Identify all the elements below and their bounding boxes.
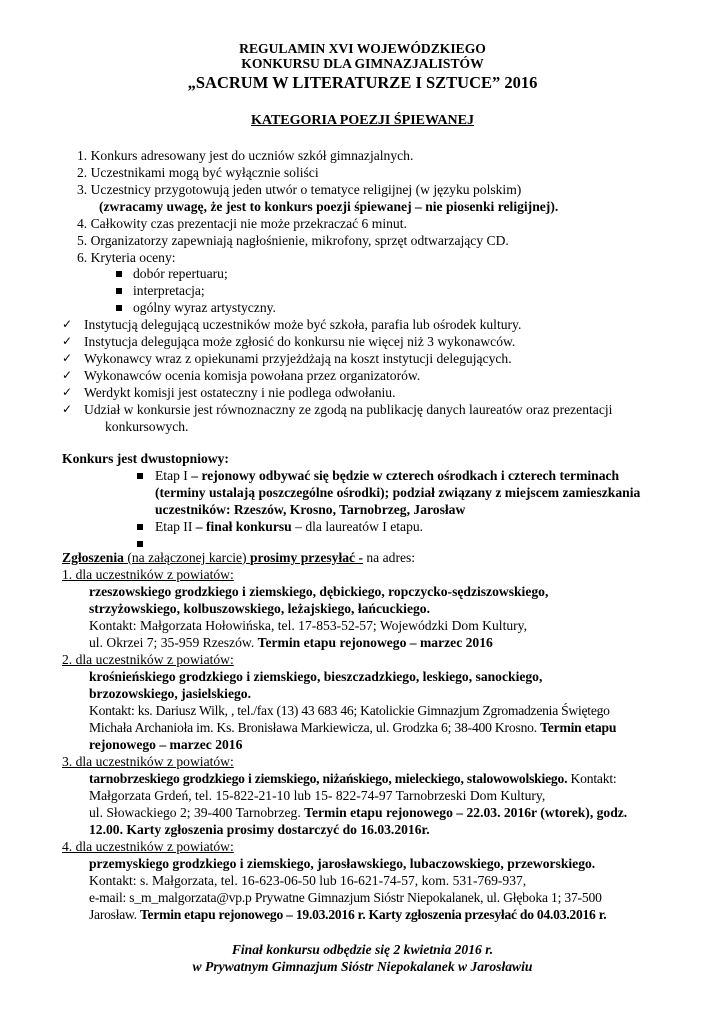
square-bullet-icon (137, 473, 143, 479)
check-icon: ✓ (62, 385, 73, 399)
rule-4: 4. Całkowity czas prezentacji nie może przekraczać 6 minut. (77, 216, 407, 231)
stage-1-line-2: (terminy ustalają poszczególne ośrodki); podział związany z miejscem zamieszkania (155, 485, 641, 500)
rule-6: 6. Kryteria oceny: (77, 250, 176, 265)
region-1-line-1: rzeszowskiego grodzkiego i ziemskiego, dębickiego, ropczycko-sędziszowskiego, (89, 584, 549, 599)
stages-title: Konkurs jest dwustopniowy: (62, 451, 229, 466)
criterion-3: ogólny wyraz artystyczny. (133, 300, 276, 315)
footer-line-1: Finał konkursu odbędzie się 2 kwietnia 2016 r. (231, 942, 494, 957)
region-1-heading: 1. dla uczestników z powiatów: (62, 567, 234, 582)
check-item-4: Wykonawców ocenia komisja powołana przez organizatorów. (84, 368, 421, 383)
region-1-line-4: ul. Okrzei 7; 35-959 Rzeszów. Termin etapu rejonowego – marzec 2016 (89, 635, 493, 650)
footer-line-2: w Prywatnym Gimnazjum Sióstr Niepokalanek w Jarosławiu (192, 959, 533, 974)
region-3-line-2: Małgorzata Grdeń, tel. 15-822-21-10 lub 15- 822-74-97 Tarnobrzeski Dom Kultury, (89, 788, 546, 803)
square-bullet-icon (137, 524, 143, 530)
check-icon: ✓ (62, 402, 73, 416)
region-2-line-1: krośnieńskiego grodzkiego i ziemskiego, bieszczadzkiego, leskiego, sanockiego, (89, 669, 543, 684)
title-line-3: „SACRUM W LITERATURZE I SZTUCE” 2016 (187, 73, 538, 92)
check-item-6-cont: konkursowych. (105, 419, 189, 434)
region-2-heading: 2. dla uczestników z powiatów: (62, 652, 234, 667)
check-icon: ✓ (62, 368, 73, 382)
criterion-1: dobór repertuaru; (133, 266, 228, 281)
stage-2: Etap II – finał konkursu – dla laureatów I etapu. (155, 519, 424, 534)
region-3-line-4: 12.00. Karty zgłoszenia prosimy dostarczyć do 16.03.2016r. (89, 822, 430, 837)
region-2-line-2: brzozowskiego, jasielskiego. (89, 686, 251, 701)
region-2-line-3: Kontakt: ks. Dariusz Wilk, , tel./fax (13) 43 683 46; Katolickie Gimnazjum Zgromadzenia Świętego (89, 703, 610, 718)
applications-line: Zgłoszenia (na załączonej karcie) prosimy przesyłać - na adres: (62, 550, 416, 565)
check-item-1: Instytucją delegującą uczestników może być szkoła, parafia lub ośrodek kultury. (84, 317, 522, 332)
check-item-3: Wykonawcy wraz z opiekunami przyjeżdżają na koszt instytucji delegujących. (84, 351, 512, 366)
stage-1-line-3: uczestników: Rzeszów, Krosno, Tarnobrzeg, Jarosław (155, 502, 466, 517)
region-1-line-3: Kontakt: Małgorzata Hołowińska, tel. 17-853-52-57; Wojewódzki Dom Kultury, (89, 618, 527, 633)
region-4-line-2: Kontakt: s. Małgorzata, tel. 16-623-06-50 lub 16-621-74-57, kom. 531-769-937, (89, 873, 527, 888)
square-bullet-icon (116, 305, 122, 311)
rule-5: 5. Organizatorzy zapewniają nagłośnienie, mikrofony, sprzęt odtwarzający CD. (77, 233, 509, 248)
region-2-line-4: Michała Archanioła im. Ks. Bronisława Markiewicza, ul. Grodzka 6; 38-400 Krosno. Termin etapu (89, 720, 617, 735)
square-bullet-icon (137, 541, 143, 547)
stage-1-line-1: Etap I – rejonowy odbywać się będzie w czterech ośrodkach i czterech terminach (155, 468, 620, 483)
rule-1: 1. Konkurs adresowany jest do uczniów szkół gimnazjalnych. (77, 148, 414, 163)
category-title: KATEGORIA POEZJI ŚPIEWANEJ (250, 113, 474, 128)
criterion-2: interpretacja; (133, 283, 205, 298)
check-icon: ✓ (62, 334, 73, 348)
check-item-5: Werdykt komisji jest ostateczny i nie podlega odwołaniu. (84, 385, 396, 400)
rule-2: 2. Uczestnikami mogą być wyłącznie soliści (77, 165, 319, 180)
region-4-line-1: przemyskiego grodzkiego i ziemskiego, jarosławskiego, lubaczowskiego, przeworskiego. (89, 856, 596, 871)
region-3-heading: 3. dla uczestników z powiatów: (62, 754, 234, 769)
region-1-line-2: strzyżowskiego, kolbuszowskiego, leżajskiego, łańcuckiego. (89, 601, 430, 616)
region-4-line-3: e-mail: s_m_malgorzata@vp.p Prywatne Gimnazjum Sióstr Niepokalanek, ul. Głęboka 1; 37-500 (89, 890, 602, 905)
square-bullet-icon (116, 288, 122, 294)
check-item-6: Udział w konkursie jest równoznaczny ze zgodą na publikację danych laureatów oraz prezentacji (84, 402, 613, 417)
check-icon: ✓ (62, 351, 73, 365)
title-line-2: KONKURSU DLA GIMNAZJALISTÓW (241, 56, 484, 71)
region-4-heading: 4. dla uczestników z powiatów: (62, 839, 234, 854)
check-icon: ✓ (62, 317, 73, 331)
rule-3: 3. Uczestnicy przygotowują jeden utwór o tematyce religijnej (w języku polskim) (77, 182, 522, 197)
region-2-line-5: rejonowego – marzec 2016 (89, 737, 243, 752)
region-3-line-3: ul. Słowackiego 2; 39-400 Tarnobrzeg. Termin etapu rejonowego – 22.03. 2016r (wtorek), godz. (89, 805, 628, 820)
region-4-line-4: Jarosław. Termin etapu rejonowego – 19.03.2016 r. Karty zgłoszenia przesyłać do 04.03.2016 r. (89, 907, 607, 922)
check-item-2: Instytucja delegująca może zgłosić do konkursu nie więcej niż 3 wykonawców. (84, 334, 516, 349)
square-bullet-icon (116, 271, 122, 277)
title-line-1: REGULAMIN XVI WOJEWÓDZKIEGO (239, 41, 486, 56)
rule-3-note: (zwracamy uwagę, że jest to konkurs poezji śpiewanej – nie piosenki religijnej). (99, 199, 559, 214)
region-3-line-1: tarnobrzeskiego grodzkiego i ziemskiego, niżańskiego, mieleckiego, stalowowolskiego. Kontakt: (89, 771, 617, 786)
